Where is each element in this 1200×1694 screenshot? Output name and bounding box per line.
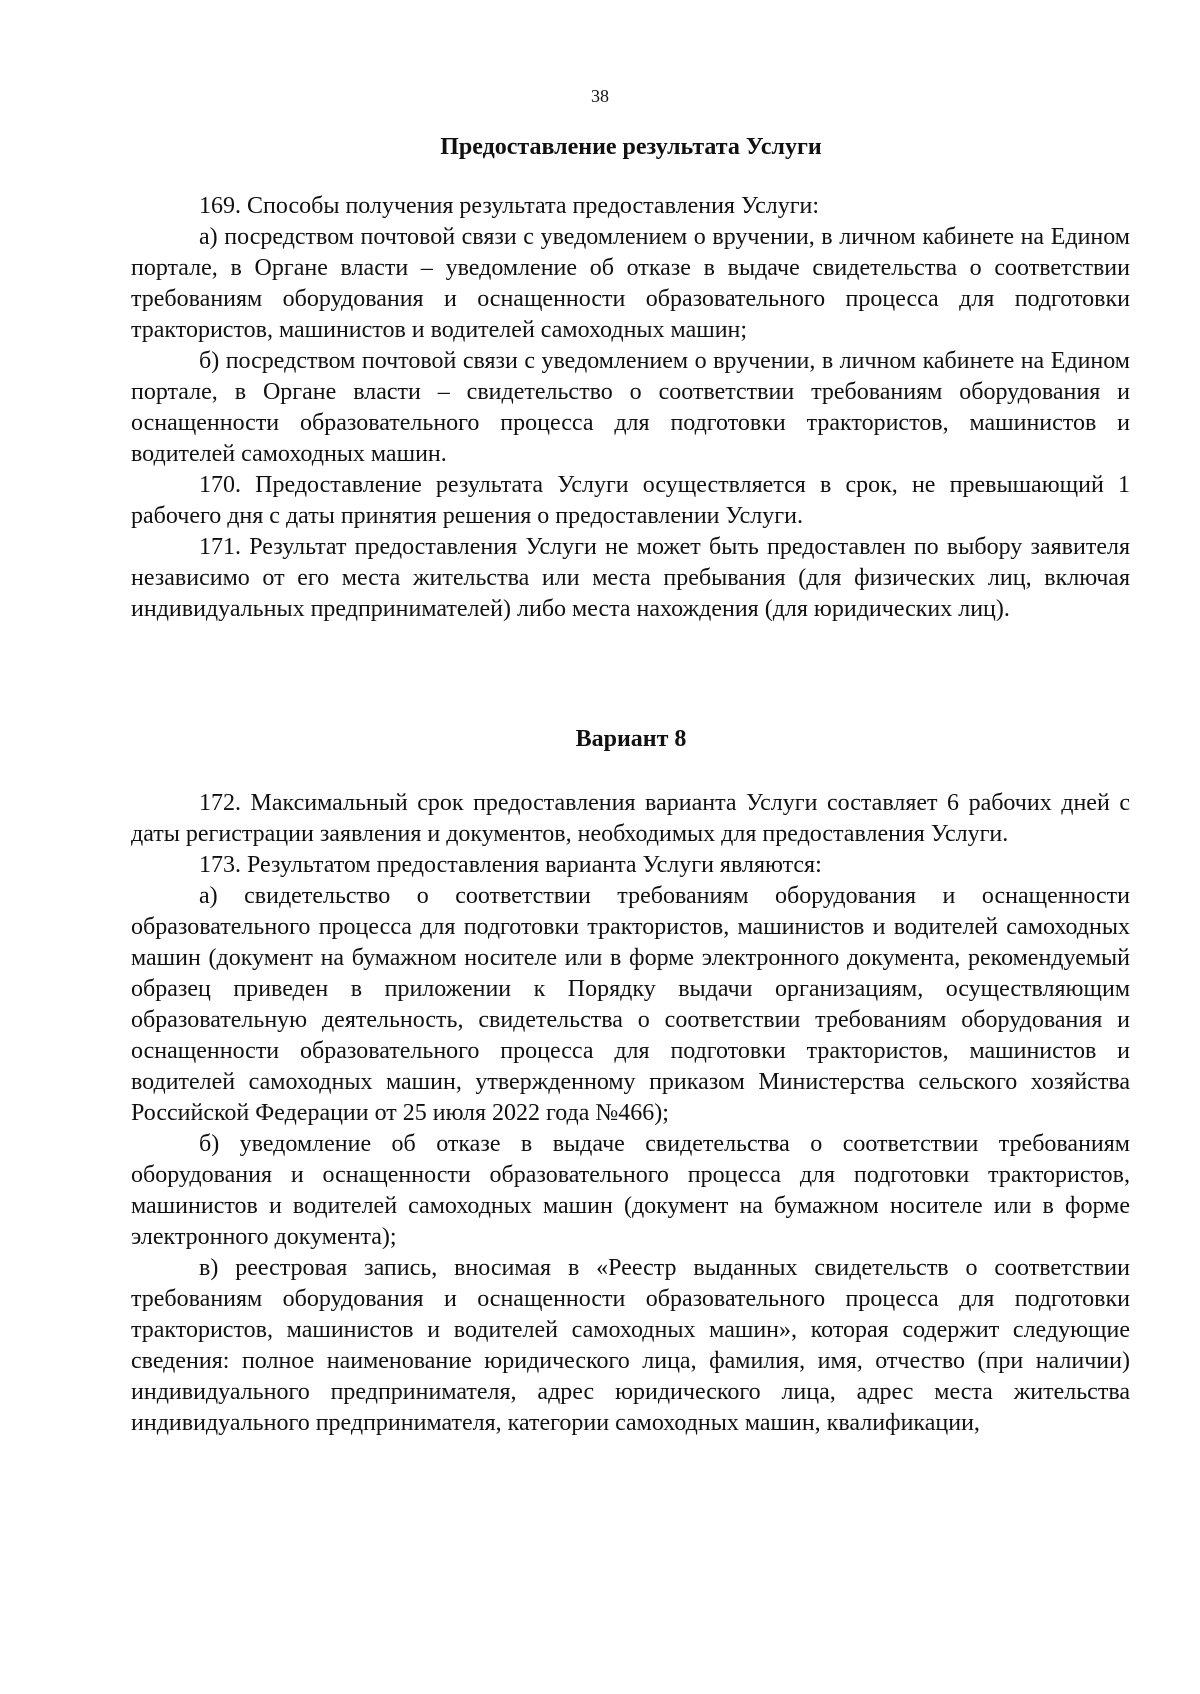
paragraph-169-b: б) посредством почтовой связи с уведомлением о вручении, в личном кабинете на Едином портале, в Органе власти – свидетельство о соответствии требованиям оборудования и оснащенности образовательного процесса для подготовки трактористов, машинистов и водителей самоходных машин. (131, 348, 1130, 467)
paragraph-173-b: б) уведомление об отказе в выдаче свидетельства о соответствии требованиям оборудования и оснащенности образовательного процесса для подготовки трактористов, машинистов и водителей самоходных машин (документ на бумажном носителе или в форме электронного документа); (131, 1131, 1130, 1250)
page-number: 38 (591, 86, 609, 106)
paragraph-169-a: а) посредством почтовой связи с уведомлением о вручении, в личном кабинете на Едином портале, в Органе власти – уведомление об отказе в выдаче свидетельства о соответствии требованиям оборудования и оснащенности образовательного процесса для подготовки трактористов, машинистов и водителей самоходных машин; (131, 224, 1130, 343)
paragraph-173: 173. Результатом предоставления варианта Услуги являются: (199, 852, 822, 878)
section-heading-result: Предоставление результата Услуги (440, 134, 822, 160)
paragraph-173-a: а) свидетельство о соответствии требованиям оборудования и оснащенности образовательного процесса для подготовки трактористов, машинистов и водителей самоходных машин (документ на бумажном носителе или в форме электронного документа, рекомендуемый образец приведен в приложении к Порядку выдачи организациям, осуществляющим образовательную деятельность, свидетельства о соответствии требованиям оборудования и оснащенности образовательного процесса для подготовки трактористов, машинистов и водителей самоходных машин, утвержденному приказом Министерства сельского хозяйства Российской Федерации от 25 июля 2022 года №466); (131, 883, 1130, 1126)
paragraph-173-v: в) реестровая запись, вносимая в «Реестр выданных свидетельств о соответствии требованиям оборудования и оснащенности образовательного процесса для подготовки трактористов, машинистов и водителей самоходных машин», которая содержит следующие сведения: полное наименование юридического лица, фамилия, имя, отчество (при наличии) индивидуального предпринимателя, адрес юридического лица, адрес места жительства индивидуального предпринимателя, категории самоходных машин, квалификации, (131, 1255, 1130, 1436)
paragraph-170: 170. Предоставление результата Услуги осуществляется в срок, не превышающий 1 рабочего дня с даты принятия решения о предоставлении Услуги. (131, 472, 1130, 529)
section-body-result (131, 191, 1130, 625)
paragraph-169: 169. Способы получения результата предоставления Услуги: (199, 193, 820, 219)
paragraph-171: 171. Результат предоставления Услуги не может быть предоставлен по выбору заявителя независимо от его места жительства или места пребывания (для физических лиц, включая индивидуальных предпринимателей) либо места нахождения (для юридических лиц). (131, 534, 1130, 622)
paragraph-172: 172. Максимальный срок предоставления варианта Услуги составляет 6 рабочих дней с даты регистрации заявления и документов, необходимых для предоставления Услуги. (131, 790, 1130, 847)
section-body-variant-8 (131, 788, 1130, 1439)
section-heading-variant-8: Вариант 8 (575, 726, 687, 752)
